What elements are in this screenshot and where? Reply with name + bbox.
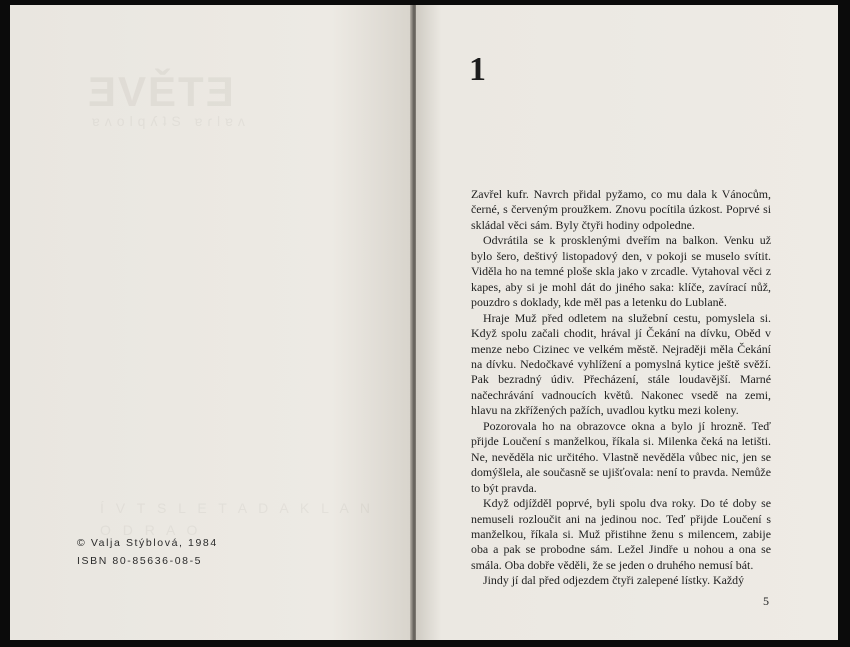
show-through-text: Í V T S L E T A D A K L A N O D R A O (100, 500, 375, 538)
paragraph: Pozorovala ho na obrazovce okna a bylo jí hrozně. Teď přijde Loučení s manželkou, říkala si. Milenka čeká na letišti. Ne, nevěděla nic určitého. Vlastně nevěděla vůbec nic, jen se domýšlela, ale současně se ujišťovala: není to pravda. Nemůže to být pravda. (471, 418, 771, 495)
isbn-line: ISBN 80-85636-08-5 (77, 555, 203, 567)
show-through-text: ɐʌolqʎʇS ɐɾlɐʌ (92, 113, 250, 129)
paragraph: Když odjížděl poprvé, byli spolu dva roky. Do té doby se nemuseli rozloučit ani na jedinou noc. Teď přijde Loučení s manželkou, říkala si. Muž přistihne ženu s milencem, zabije oba a pak se probodne sám. Ležel Jindře u nohou a ona se smála. Oba dobře věděli, že se jeden o druhého nemusí bát. (471, 496, 771, 572)
body-text (471, 187, 771, 589)
chapter-number: 1 (469, 51, 486, 88)
copyright-line: © Valja Stýblová, 1984 (77, 537, 218, 549)
paragraph: Hraje Muž před odletem na služební cestu, pomyslela si. Když spolu začali chodit, hrával jí Čekání na dívku, Oběd v menze nebo Cizinec ve velkém městě. Nejraději měla Čekání na dívku. Nedočkavé vyhlížení a pomyslná kytice ještě svěží. Pak bezradný údiv. Přecházení, stále loudavější. Marné načechrávání vadnoucích květů. Nakonec vsedě na zemi, hlavu na zkřížených pažích, uvadlou kytku mezi koleny. (471, 310, 771, 418)
book-spread (10, 5, 844, 640)
page-number: 5 (763, 594, 769, 608)
right-page (416, 5, 838, 640)
paragraph: Zavřel kufr. Navrch přidal pyžamo, co mu dala k Vánocům, černé, s červeným proužkem. Znovu pocítila úzkost. Poprvé si skládal věci sám. Byly čtyři hodiny odpoledne. (471, 187, 771, 232)
left-page (10, 5, 412, 640)
paragraph: Jindy jí dal před odjezdem čtyři zalepené lístky. Každý (483, 573, 745, 588)
show-through-text: ƎVĚTƎ (88, 68, 236, 115)
paragraph: Odvrátila se k prosklenými dveřím na balkon. Venku už bylo šero, deštivý listopadový den, v pokoji se muselo svítit. Viděla ho na temné ploše skla jako v zrcadle. Vytahoval věci z kapes, aby si je mohl dát do jiného saka: klíče, zavírací nůž, pouzdro s doklady, kde měl pas a letenku do Lublaně. (471, 233, 771, 310)
copyright-imprint (77, 534, 218, 570)
